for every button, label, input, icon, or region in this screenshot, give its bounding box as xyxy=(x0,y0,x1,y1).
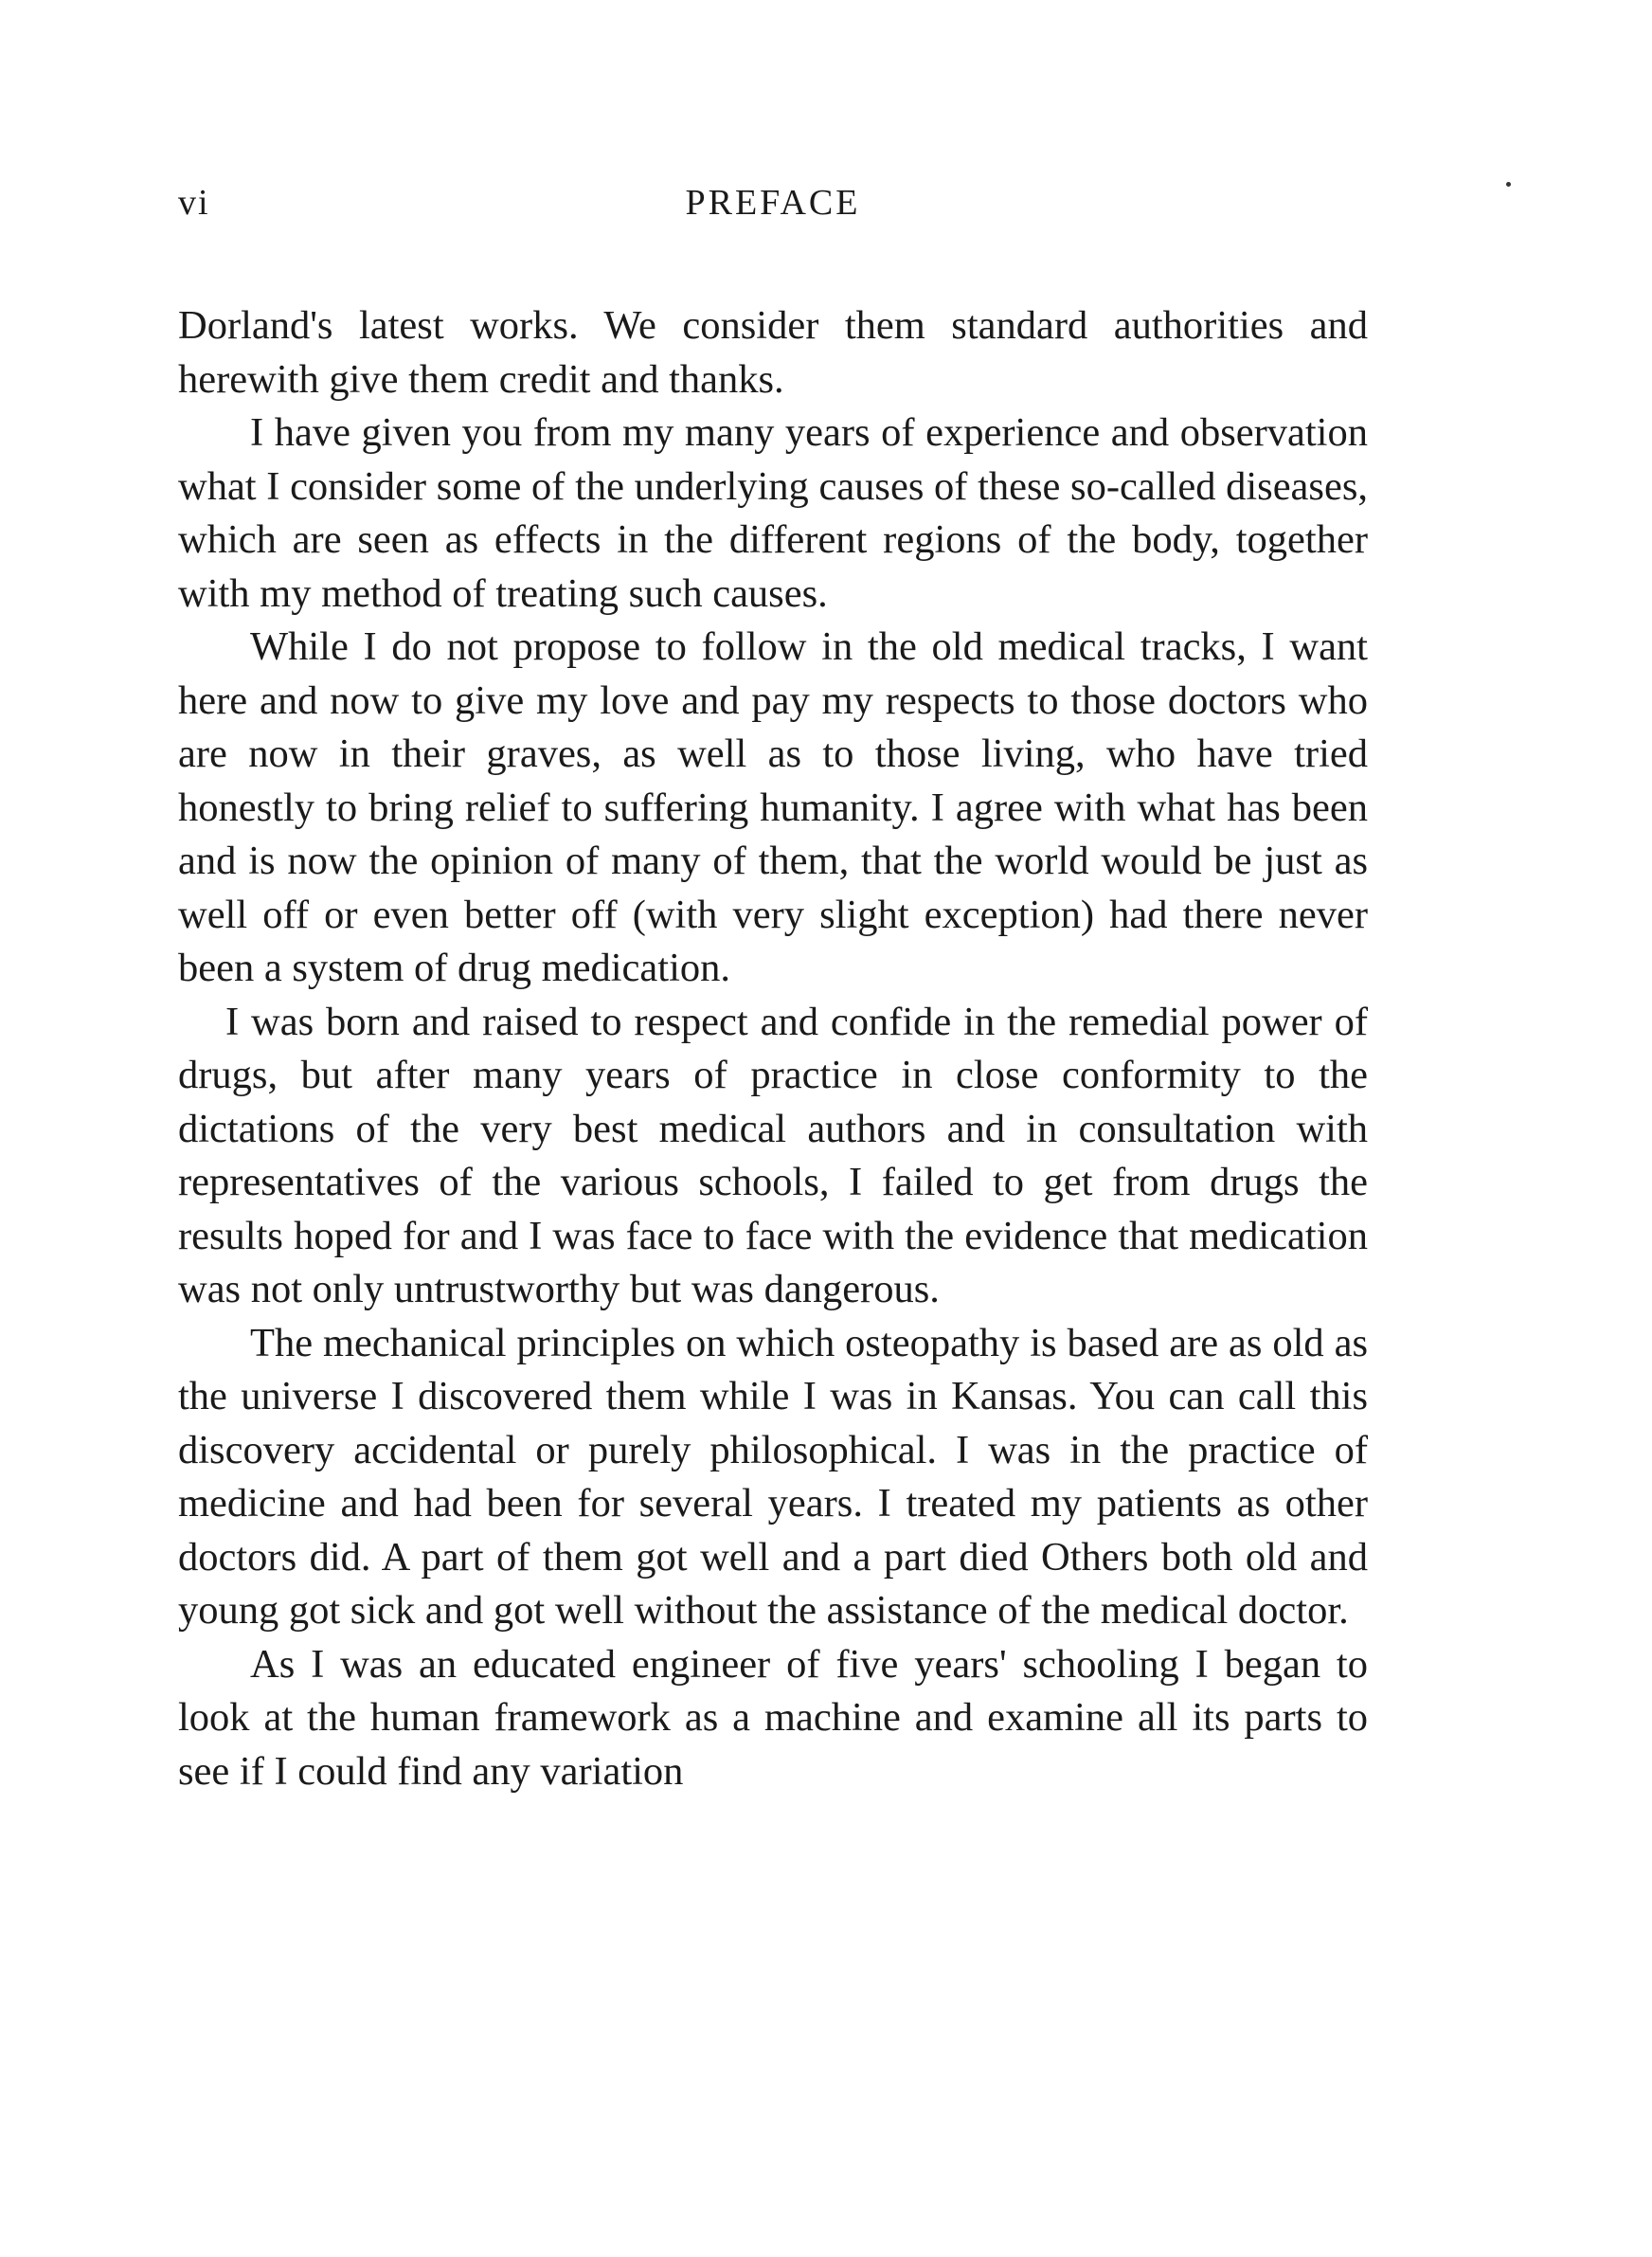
body-text xyxy=(178,299,1368,1798)
paragraph: I have given you from my many years of experience and observation what I consider some of the underlying causes of these so-called diseases, which are seen as effects in the different regions of the body, together with my method of treating such causes. xyxy=(178,410,1368,616)
paragraph: As I was an educated engineer of five years' schooling I began to look at the human framework as a machine and examine all its parts to see if I could find any variation xyxy=(178,1641,1368,1794)
ink-speck xyxy=(1506,182,1511,187)
page-number: vi xyxy=(178,183,210,223)
paragraph: While I do not propose to follow in the old medical tracks, I want here and now to give my love and pay my respects to those doctors who are now in their graves, as well as to those living, who have tried honestly to bring relief to suffering humanity. I agree with what has been and is now the opinion of many of them, that the world would be just as well off or even better off (with very slight exception) had there never been a system of drug medication. xyxy=(178,624,1368,990)
paragraph: The mechanical principles on which osteopathy is based are as old as the universe I discovered them while I was in Kansas. You can call this discovery accidental or purely philosophical. I was in the practice of medicine and had been for several years. I treated my patients as other doctors did. A part of them got well and a part died Others both old and young got sick and got well without the assistance of the medical doctor. xyxy=(178,1320,1368,1633)
paragraph: I was born and raised to respect and confide in the remedial power of drugs, but after many years of practice in close conformity to the dictations of the very best medical authors and in consultation with representatives of the various schools, I failed to get from drugs the results hoped for and I was face to face with the evidence that medication was not only untrustworthy but was dangerous. xyxy=(178,999,1368,1311)
running-title: PREFACE xyxy=(685,183,861,223)
running-head xyxy=(178,182,1368,239)
paragraph-continued: Dorland's latest works. We consider them standard authorities and herewith give them credit and thanks. xyxy=(178,303,1368,402)
